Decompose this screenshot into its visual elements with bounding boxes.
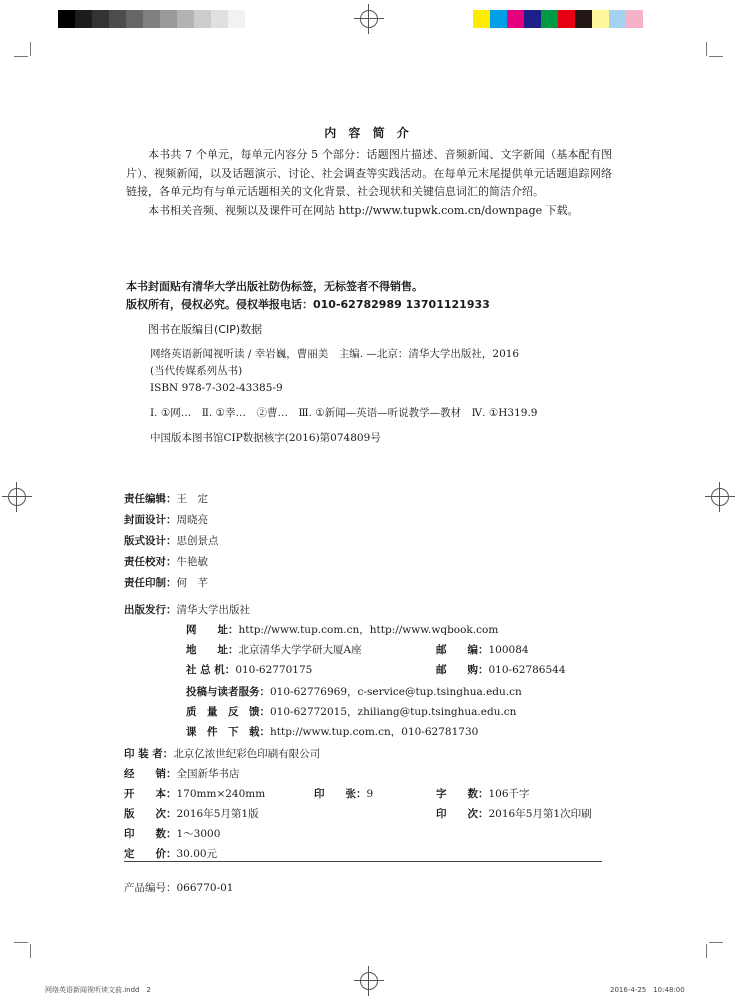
credit-cover: 封面设计：周晓亮 bbox=[124, 514, 208, 526]
publisher-courseware-download: 课 件 下 载：http://www.tup.com.cn，010-62781730 bbox=[186, 726, 479, 738]
cip-line: 中国版本图书馆CIP数据核字(2016)第074809号 bbox=[150, 432, 381, 444]
spec-sheets: 印 张：9 bbox=[314, 788, 374, 800]
credit-proof: 责任校对：牛艳敏 bbox=[124, 556, 208, 568]
color-swatch bbox=[541, 10, 558, 28]
intro-title: 内 容 简 介 bbox=[324, 126, 413, 140]
gray-swatch bbox=[109, 10, 126, 28]
gray-swatch bbox=[211, 10, 228, 28]
spec-distributor: 经 销：全国新华书店 bbox=[124, 768, 240, 780]
crop-mark bbox=[14, 56, 28, 57]
registration-mark-top bbox=[354, 4, 384, 34]
color-swatch bbox=[609, 10, 626, 28]
color-swatch bbox=[558, 10, 575, 28]
crop-mark bbox=[706, 42, 707, 56]
timestamp-slug: 2016-4-25 10:48:00 bbox=[610, 986, 685, 994]
color-swatch bbox=[490, 10, 507, 28]
divider bbox=[124, 861, 602, 862]
publisher-name: 出版发行：清华大学出版社 bbox=[124, 604, 250, 616]
credit-editor: 责任编辑：王 定 bbox=[124, 493, 208, 505]
publisher-web: 网 址：http://www.tup.com.cn，http://www.wqbook.com bbox=[186, 624, 499, 636]
cip-isbn: ISBN 978-7-302-43385-9 bbox=[150, 382, 283, 394]
spec-edition: 版 次：2016年5月第1版 bbox=[124, 808, 259, 820]
file-slug: 网络英语新闻视听读文前.indd 2 bbox=[45, 986, 151, 994]
registration-mark-right bbox=[705, 482, 735, 512]
color-swatch bbox=[473, 10, 490, 28]
gray-swatch bbox=[126, 10, 143, 28]
gray-swatch bbox=[143, 10, 160, 28]
spec-word-count: 字 数：106千字 bbox=[436, 788, 530, 800]
copyright-line: 版权所有，侵权必究。侵权举报电话：010-62782989 13701121933 bbox=[126, 298, 490, 311]
color-swatch bbox=[575, 10, 592, 28]
cip-line: 网络英语新闻视听读 / 幸岩巍，曹丽美 主编. —北京：清华大学出版社，2016 bbox=[150, 348, 520, 360]
gray-swatch bbox=[194, 10, 211, 28]
grayscale-calibration-bar bbox=[58, 10, 245, 28]
intro-paragraph-2: 本书相关音频、视频以及课件可在网站 http://www.tupwk.com.cn/downpage 下载。 bbox=[148, 203, 579, 217]
registration-mark-bottom bbox=[354, 966, 384, 996]
color-calibration-bar bbox=[473, 10, 643, 28]
gray-swatch bbox=[58, 10, 75, 28]
gray-swatch bbox=[160, 10, 177, 28]
publisher-address: 地 址：北京清华大学学研大厦A座 bbox=[186, 644, 362, 656]
cip-line: (当代传媒系列丛书) bbox=[150, 365, 243, 377]
credit-print: 责任印制：何 芊 bbox=[124, 577, 208, 589]
crop-mark bbox=[30, 42, 31, 56]
color-swatch bbox=[524, 10, 541, 28]
spec-price: 定 价：30.00元 bbox=[124, 848, 218, 860]
intro-body bbox=[126, 146, 612, 220]
color-swatch bbox=[592, 10, 609, 28]
anti-counterfeit-line: 本书封面贴有清华大学出版社防伪标签，无标签者不得销售。 bbox=[126, 280, 423, 293]
crop-mark bbox=[14, 942, 28, 943]
crop-mark bbox=[706, 944, 707, 958]
credit-layout: 版式设计：思创景点 bbox=[124, 535, 219, 547]
publisher-mail-order: 邮 购：010-62786544 bbox=[436, 664, 566, 676]
spec-copies: 印 数：1～3000 bbox=[124, 828, 221, 840]
publisher-reader-service: 投稿与读者服务：010-62776969，c-service@tup.tsinghua.edu.cn bbox=[186, 686, 522, 698]
crop-mark bbox=[30, 944, 31, 958]
cip-line: Ⅰ. ①网… Ⅱ. ①幸… ②曹… Ⅲ. ①新闻—英语—听说教学—教材 Ⅳ. ①H319.9 bbox=[150, 407, 538, 419]
spec-impression: 印 次：2016年5月第1次印刷 bbox=[436, 808, 592, 820]
registration-mark-left bbox=[2, 482, 32, 512]
gray-swatch bbox=[177, 10, 194, 28]
spec-format: 开 本：170mm×240mm bbox=[124, 788, 266, 800]
spec-printer: 印 装 者：北京亿浓世纪彩色印刷有限公司 bbox=[124, 748, 321, 760]
copyright-notice bbox=[126, 278, 490, 314]
publisher-zip: 邮 编：100084 bbox=[436, 644, 529, 656]
color-swatch bbox=[507, 10, 524, 28]
product-code: 产品编号：066770-01 bbox=[124, 882, 234, 894]
publisher-quality-feedback: 质 量 反 馈：010-62772015，zhiliang@tup.tsinghua.edu.cn bbox=[186, 706, 517, 718]
cip-heading: 图书在版编目(CIP)数据 bbox=[148, 323, 263, 336]
crop-mark bbox=[709, 942, 723, 943]
gray-swatch bbox=[228, 10, 245, 28]
intro-paragraph-1: 本书共 7 个单元，每单元内容分 5 个部分：话题图片描述、音频新闻、文字新闻（基本配有图片）、视频新闻，以及话题演示、讨论、社会调查等实践活动。在每单元末尾提供单元话题追踪网络链接，各单元均有与单元话题相关的文化背景、社会现状和关键信息词汇的简洁介绍。 bbox=[126, 148, 612, 198]
cip-block bbox=[150, 346, 537, 447]
gray-swatch bbox=[92, 10, 109, 28]
crop-mark bbox=[709, 56, 723, 57]
color-swatch bbox=[626, 10, 643, 28]
gray-swatch bbox=[75, 10, 92, 28]
publisher-switchboard: 社 总 机：010-62770175 bbox=[186, 664, 313, 676]
